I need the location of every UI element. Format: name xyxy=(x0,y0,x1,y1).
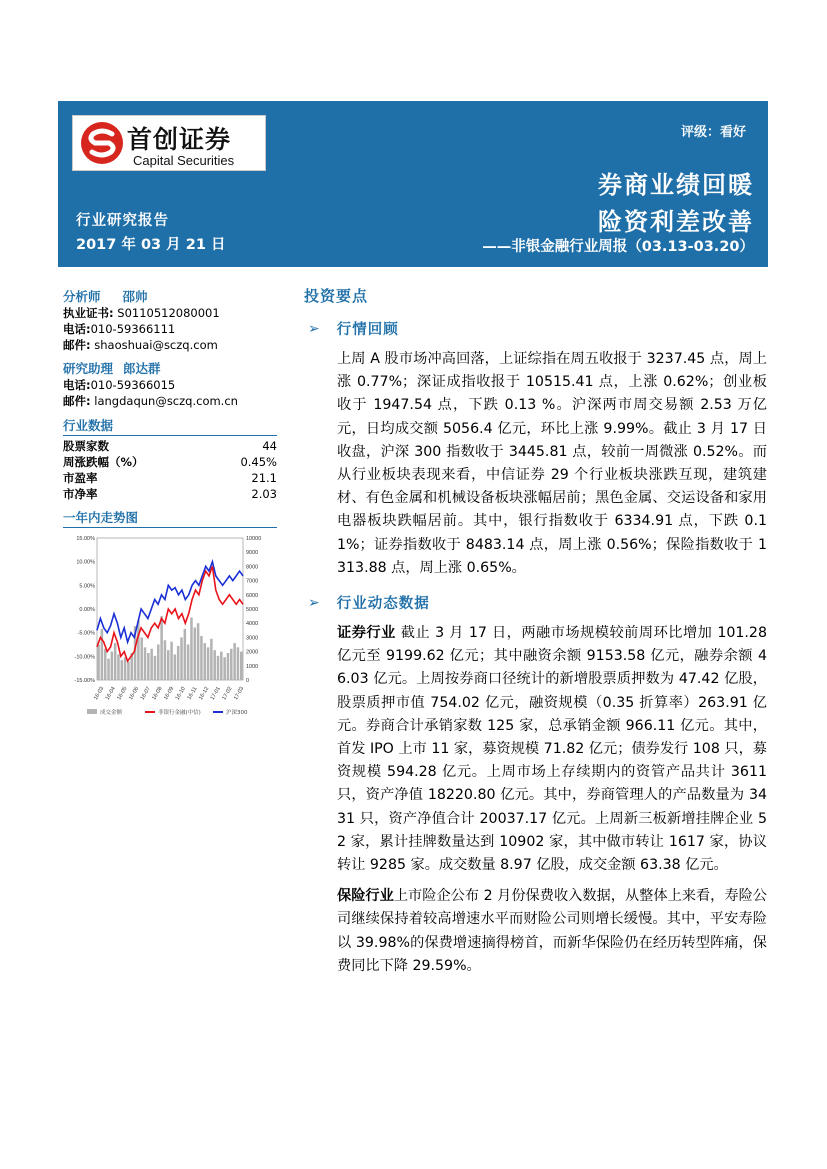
y-left-tick-label: -5.00% xyxy=(77,630,95,637)
analyst-email-value[interactable]: shaoshuai@sczq.com xyxy=(94,338,218,352)
analyst-cert xyxy=(63,305,283,321)
assistant-phone xyxy=(63,377,283,393)
x-tick-label: 16-03 xyxy=(93,685,106,702)
volume-bar xyxy=(104,649,107,680)
y-right-tick-label: 10000 xyxy=(246,536,262,542)
volume-bar xyxy=(180,637,183,680)
y-left-tick-label: 15.00% xyxy=(76,536,95,542)
volume-bar xyxy=(127,662,130,680)
assistant-heading xyxy=(63,359,283,377)
volume-bar xyxy=(213,650,216,680)
volume-bar xyxy=(207,647,210,680)
volume-bar xyxy=(177,646,180,680)
arrow-bullet-icon: ➢ xyxy=(308,320,321,337)
y-right-tick-label: 3000 xyxy=(246,635,259,642)
volume-bar xyxy=(164,640,167,680)
volume-bar xyxy=(117,654,120,680)
legend-label: 非银行金融(中信) xyxy=(158,710,201,716)
assistant-email-label: 邮件: xyxy=(63,394,91,408)
trend-chart-title: 一年内走势图 xyxy=(63,510,139,525)
volume-bar xyxy=(170,642,173,680)
x-tick-label: 16-05 xyxy=(116,685,129,702)
securities-industry-label: 证券行业 xyxy=(337,625,396,642)
volume-bar xyxy=(121,660,124,680)
stat-row xyxy=(63,486,277,502)
y-left-tick-label: 0.00% xyxy=(79,607,95,613)
volume-bar xyxy=(97,645,100,681)
legend-swatch xyxy=(87,709,97,714)
insurance-industry-label: 保险行业 xyxy=(337,888,394,905)
industry-dynamics-title: 行业动态数据 xyxy=(336,596,430,613)
securities-industry-text: 截止 3 月 17 日，两融市场规模较前周环比增加 101.28 亿元至 9199.62 亿元；其中融资余额 9153.58 亿元，融券余额 46.03 亿元。上周按券商口径统计的新增股票质押数为 47.42 亿股，股票质押市值 754.02 亿元，融资规模（0.35 折算率）263.91 亿元。券商合计承销家数 125 家，总承销金额 966.11 亿元。其中， 首发 IPO 上市 11 家，募资规模 71.82 亿元；债券发行 108 只，募资规模 594.28 亿元。上周市场上存续期内的资管产品共计 3611 只，资产净值 18220.80 亿元。其中，券商管理人的产品数量为 3431 只，资产净值合计 20037.17 亿元。上周新三板新增挂牌企业 52 家，累计挂牌数量达到 10902 家，其中做市转让 1617 家，协议转让 9285 家。成交数量 8.97 亿股，成交金额 63.38 亿元。 xyxy=(337,625,767,874)
insurance-industry-paragraph xyxy=(337,885,767,978)
volume-bar xyxy=(217,656,220,680)
main-content xyxy=(304,285,766,978)
volume-bar xyxy=(101,629,104,680)
volume-bar xyxy=(107,659,110,680)
volume-bar xyxy=(124,657,127,680)
trend-divider xyxy=(63,527,277,528)
assistant-phone-label: 电话: xyxy=(63,378,91,392)
report-header xyxy=(58,101,768,267)
logo-chinese-name: 首创证券 xyxy=(127,125,232,154)
volume-bar xyxy=(150,649,153,680)
volume-bar xyxy=(210,639,213,680)
logo-english-name: Capital Securities xyxy=(133,153,235,168)
volume-bar xyxy=(200,636,203,680)
x-tick-label: 16-10 xyxy=(174,685,187,702)
stat-value: 21.1 xyxy=(251,471,277,485)
assistant-email xyxy=(63,393,283,409)
stat-label: 市盈率 xyxy=(63,471,98,485)
market-review-title: 行情回顾 xyxy=(336,322,399,338)
y-left-tick-label: -15.00% xyxy=(74,678,95,684)
x-tick-label: 17-02 xyxy=(221,685,234,702)
volume-bar xyxy=(203,643,206,680)
volume-bar xyxy=(223,657,226,680)
x-tick-label: 16-11 xyxy=(186,686,199,701)
stat-row xyxy=(63,454,277,470)
x-tick-label: 17-03 xyxy=(233,685,246,702)
trend-chart-svg xyxy=(63,530,281,726)
industry-data-divider xyxy=(63,435,277,436)
volume-bar xyxy=(111,652,114,680)
analyst-name: 邵帅 xyxy=(122,289,148,304)
y-right-tick-label: 4000 xyxy=(246,621,259,628)
stat-label: 周涨跌幅（%） xyxy=(63,455,144,469)
analyst-phone xyxy=(63,321,283,337)
volume-bar xyxy=(160,616,163,680)
sidebar xyxy=(63,287,283,530)
stat-value: 44 xyxy=(262,439,277,453)
securities-industry-paragraph xyxy=(337,622,767,877)
volume-bar xyxy=(154,656,157,680)
volume-bar xyxy=(144,647,147,680)
logo-mark-icon xyxy=(79,120,125,166)
report-subtitle: ——非银金融行业周报（03.13-03.20） xyxy=(482,239,754,255)
report-title-line1: 券商业绩回暖 xyxy=(598,170,754,199)
investment-highlights-title: 投资要点 xyxy=(304,287,369,305)
assistant-name: 郎达群 xyxy=(123,361,161,376)
stat-value: 2.03 xyxy=(251,487,277,501)
analyst-cert-value: S0110512080001 xyxy=(117,306,220,320)
volume-bar xyxy=(187,645,190,681)
x-tick-label: 16-06 xyxy=(128,685,141,702)
volume-bar xyxy=(194,627,197,680)
y-right-tick-label: 6000 xyxy=(246,592,259,599)
legend-label: 成交金额 xyxy=(100,710,123,716)
volume-bar xyxy=(114,643,117,680)
volume-bar xyxy=(167,650,170,680)
assistant-email-value[interactable]: langdaqun@sczq.com.cn xyxy=(94,394,238,408)
rating-label: 评级：看好 xyxy=(680,125,746,140)
y-right-tick-label: 8000 xyxy=(246,564,259,571)
stat-label: 市净率 xyxy=(63,487,98,501)
volume-bar xyxy=(197,623,200,680)
analyst-title: 分析师 xyxy=(63,289,101,304)
volume-bar xyxy=(230,649,233,680)
series-line xyxy=(97,566,243,661)
trend-chart xyxy=(63,530,281,726)
stat-row xyxy=(63,438,277,454)
report-type: 行业研究报告 xyxy=(76,213,169,229)
y-right-tick-label: 9000 xyxy=(246,550,259,557)
analyst-cert-label: 执业证书: xyxy=(63,306,114,320)
assistant-title: 研究助理 xyxy=(63,361,114,376)
volume-bar xyxy=(237,647,240,680)
volume-bar xyxy=(227,653,230,680)
stat-value: 0.45% xyxy=(240,455,277,469)
insurance-industry-text: 上市险企公布 2 月份保费收入数据，从整体上来看，寿险公司继续保持着较高增速水平而财险公司则增长缓慢。其中，平安寿险以 39.98%的保费增速摘得榜首，而新华保险仍在经历转型阵痛，保费同比下降 29.59%。 xyxy=(337,888,767,974)
arrow-bullet-icon: ➢ xyxy=(308,594,321,611)
x-tick-label: 17-01 xyxy=(209,685,222,702)
volume-bar xyxy=(184,629,187,680)
volume-bar xyxy=(137,620,140,680)
y-left-tick-label: -10.00% xyxy=(74,654,95,661)
report-date: 2017 年 03 月 21 日 xyxy=(76,237,226,253)
volume-bar xyxy=(220,652,223,680)
legend-label: 沪深300 xyxy=(226,710,248,716)
industry-data-table xyxy=(63,438,277,502)
company-logo xyxy=(72,115,266,171)
analyst-email xyxy=(63,337,283,353)
stat-row xyxy=(63,470,277,486)
report-title-line2: 险资利差改善 xyxy=(598,207,754,236)
x-tick-label: 16-04 xyxy=(104,685,117,702)
volume-bar xyxy=(190,618,193,680)
volume-bar xyxy=(240,652,243,680)
y-right-tick-label: 7000 xyxy=(246,578,259,585)
volume-bar xyxy=(147,653,150,680)
y-right-tick-label: 0 xyxy=(246,678,250,684)
analyst-email-label: 邮件: xyxy=(63,338,91,352)
market-review-heading xyxy=(304,318,766,339)
y-left-tick-label: 5.00% xyxy=(79,583,95,590)
x-tick-label: 16-07 xyxy=(139,685,152,702)
volume-bar xyxy=(233,643,236,680)
x-tick-label: 16-08 xyxy=(151,685,164,702)
analyst-phone-value: 010-59366111 xyxy=(90,322,176,336)
stat-label: 股票家数 xyxy=(63,439,109,453)
y-right-tick-label: 1000 xyxy=(246,663,259,670)
assistant-phone-value: 010-59366015 xyxy=(90,378,176,392)
x-tick-label: 16-12 xyxy=(198,685,211,702)
analyst-heading xyxy=(63,287,283,305)
volume-bar xyxy=(174,654,177,680)
market-review-text: 上周 A 股市场冲高回落，上证综指在周五收报于 3237.45 点，周上涨 0.77%；深证成指收报于 10515.41 点，上涨 0.62%；创业板收于 1947.54 点，下跌 0.13 %。沪深两市周交易额 2.53 万亿元，日均成交额 5056.4 亿元，环比上涨 9.99%。截止 3 月 17 日收盘，沪深 300 指数收于 3445.81 点，较前一周微涨 0.52%。而从行业板块表现来看，中信证券 29 个行业板块涨跌互现，建筑建材、有色金属和机械设备板块涨幅居前；黑色金属、交运设备和家用电器板块跌幅居前。其中，银行指数收于 6334.91 点，下跌 0.11%；证券指数收于 8483.14 点，周上涨 0.56%；保险指数收于 1313.88 点，周上涨 0.65%。 xyxy=(337,351,767,576)
volume-bar xyxy=(157,645,160,681)
volume-bar xyxy=(140,637,143,680)
x-tick-label: 16-09 xyxy=(163,685,176,702)
y-left-tick-label: 10.00% xyxy=(76,559,95,566)
y-right-tick-label: 2000 xyxy=(246,649,259,656)
industry-dynamics-heading xyxy=(304,592,766,613)
analyst-phone-label: 电话: xyxy=(63,322,91,336)
y-right-tick-label: 5000 xyxy=(246,607,259,613)
industry-data-title: 行业数据 xyxy=(63,418,114,433)
